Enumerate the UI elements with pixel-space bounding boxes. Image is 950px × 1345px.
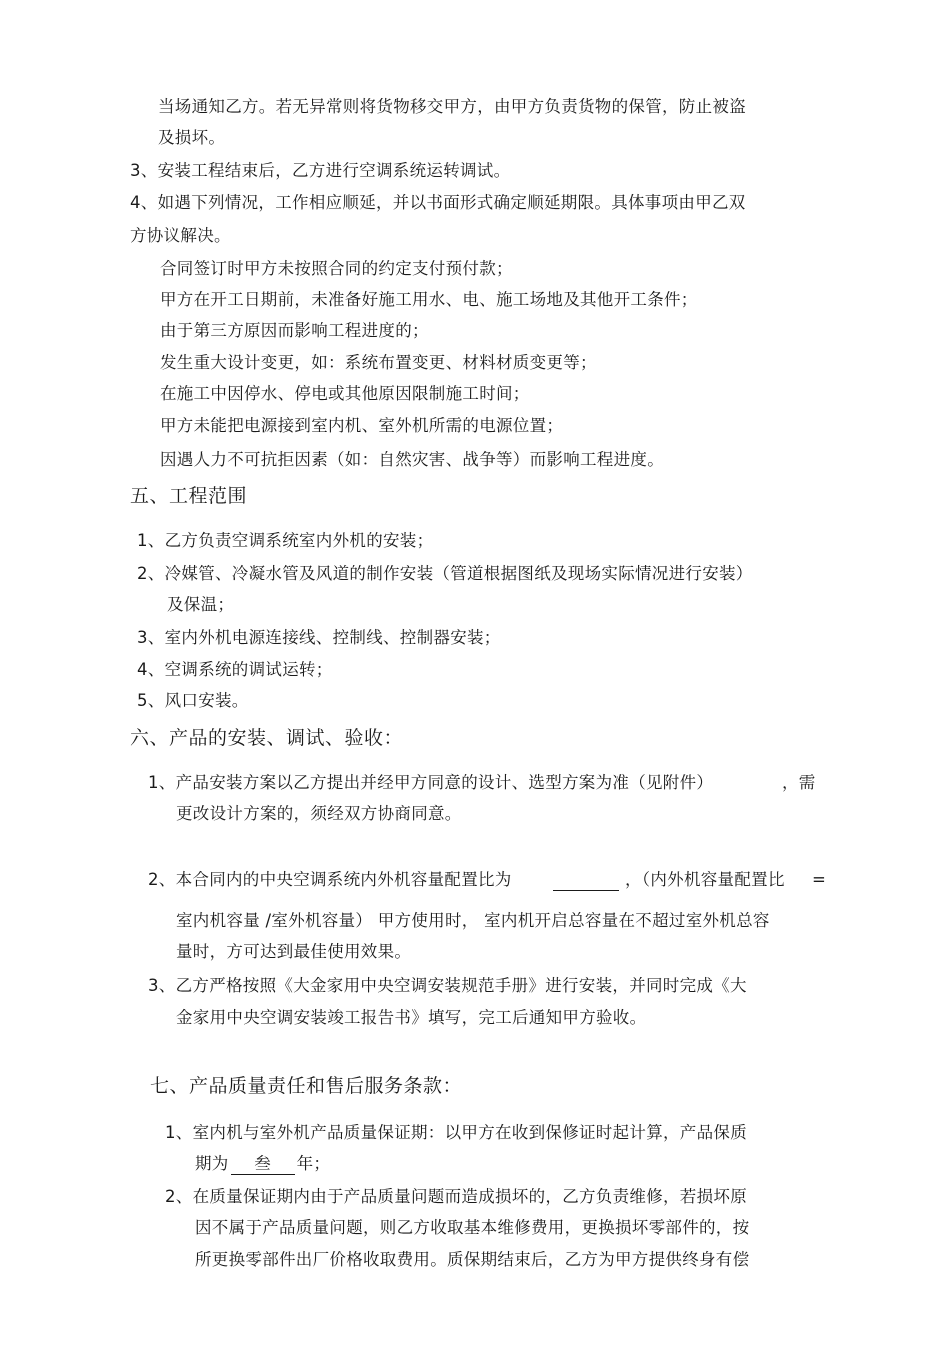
clause-item-4: 4、如遇下列情况，工作相应顺延，并以书面形式确定顺延期限。具体事项由甲乙双 [130, 193, 746, 212]
ratio-blank-value [553, 870, 619, 891]
ratio-blank [553, 869, 619, 891]
warranty-item-2-cont: 所更换零部件出厂价格收取费用。质保期结束后，乙方为甲方提供终身有偿 [195, 1250, 750, 1269]
delay-case: 由于第三方原因而影响工程进度的； [160, 321, 429, 340]
install-item-2-tail: ，（内外机容量配置比 [625, 870, 785, 889]
delay-case: 甲方在开工日期前，未准备好施工用水、电、施工场地及其他开工条件； [160, 290, 698, 309]
scope-item-5: 5、风口安装。 [137, 691, 249, 710]
scope-item-1: 1、乙方负责空调系统室内外机的安装； [137, 531, 434, 550]
scope-item-2: 2、冷媒管、冷凝水管及风道的制作安装（管道根据图纸及现场实际情况进行安装） [137, 564, 753, 583]
section-heading-7: 七、产品质量责任和售后服务条款： [150, 1075, 463, 1097]
warranty-years-unit: 年； [296, 1154, 331, 1173]
warranty-item-2-cont: 因不属于产品质量问题，则乙方收取基本维修费用，更换损坏零部件的，按 [195, 1218, 750, 1237]
paragraph-line: 及损坏。 [158, 128, 226, 147]
install-item-1: 1、产品安装方案以乙方提出并经甲方同意的设计、选型方案为准（见附件） [148, 773, 714, 792]
clause-item-3: 3、安装工程结束后，乙方进行空调系统运转调试。 [130, 161, 511, 180]
scope-item-2-cont: 及保温； [167, 595, 235, 614]
warranty-item-2: 2、在质量保证期内由于产品质量问题而造成损坏的，乙方负责维修，若损坏原 [165, 1187, 747, 1206]
delay-case: 合同签订时甲方未按照合同的约定支付预付款； [160, 259, 513, 278]
delay-case: 因遇人力不可抗拒因素（如：自然灾害、战争等）而影响工程进度。 [160, 450, 664, 469]
section-heading-6: 六、产品的安装、调试、验收： [130, 727, 404, 749]
warranty-period-label: 期为 [195, 1154, 229, 1173]
clause-item-4-cont: 方协议解决。 [130, 226, 231, 245]
install-item-3: 3、乙方严格按照《大金家用中央空调安装规范手册》进行安装，并同时完成《大 [148, 976, 747, 995]
delay-case: 甲方未能把电源接到室内机、室外机所需的电源位置； [160, 416, 564, 435]
warranty-years-value: 叁 [231, 1154, 295, 1175]
install-item-2-cont: 量时，方可达到最佳使用效果。 [176, 942, 412, 961]
warranty-item-1-cont [195, 1153, 330, 1175]
delay-case: 发生重大设计变更，如：系统布置变更、材料材质变更等； [160, 353, 597, 372]
equals-sign: = [812, 870, 827, 889]
install-item-1-tail: ，需 [782, 773, 816, 792]
warranty-item-1: 1、室内机与室外机产品质量保证期：以甲方在收到保修证时起计算，产品保质 [165, 1123, 747, 1142]
install-item-3-cont: 金家用中央空调安装竣工报告书》填写，完工后通知甲方验收。 [176, 1008, 647, 1027]
paragraph-line: 当场通知乙方。若无异常则将货物移交甲方，由甲方负责货物的保管，防止被盗 [158, 97, 746, 116]
section-heading-5: 五、工程范围 [130, 485, 248, 507]
install-item-2: 2、本合同内的中央空调系统内外机容量配置比为 [148, 870, 512, 889]
delay-case: 在施工中因停水、停电或其他原因限制施工时间； [160, 384, 530, 403]
scope-item-3: 3、室内外机电源连接线、控制线、控制器安装； [137, 628, 501, 647]
scope-item-4: 4、空调系统的调试运转； [137, 660, 333, 679]
install-item-2-cont: 室内机容量 /室外机容量） 甲方使用时， 室内机开启总容量在不超过室外机总容 [176, 911, 770, 930]
install-item-1-cont: 更改设计方案的，须经双方协商同意。 [176, 804, 462, 823]
